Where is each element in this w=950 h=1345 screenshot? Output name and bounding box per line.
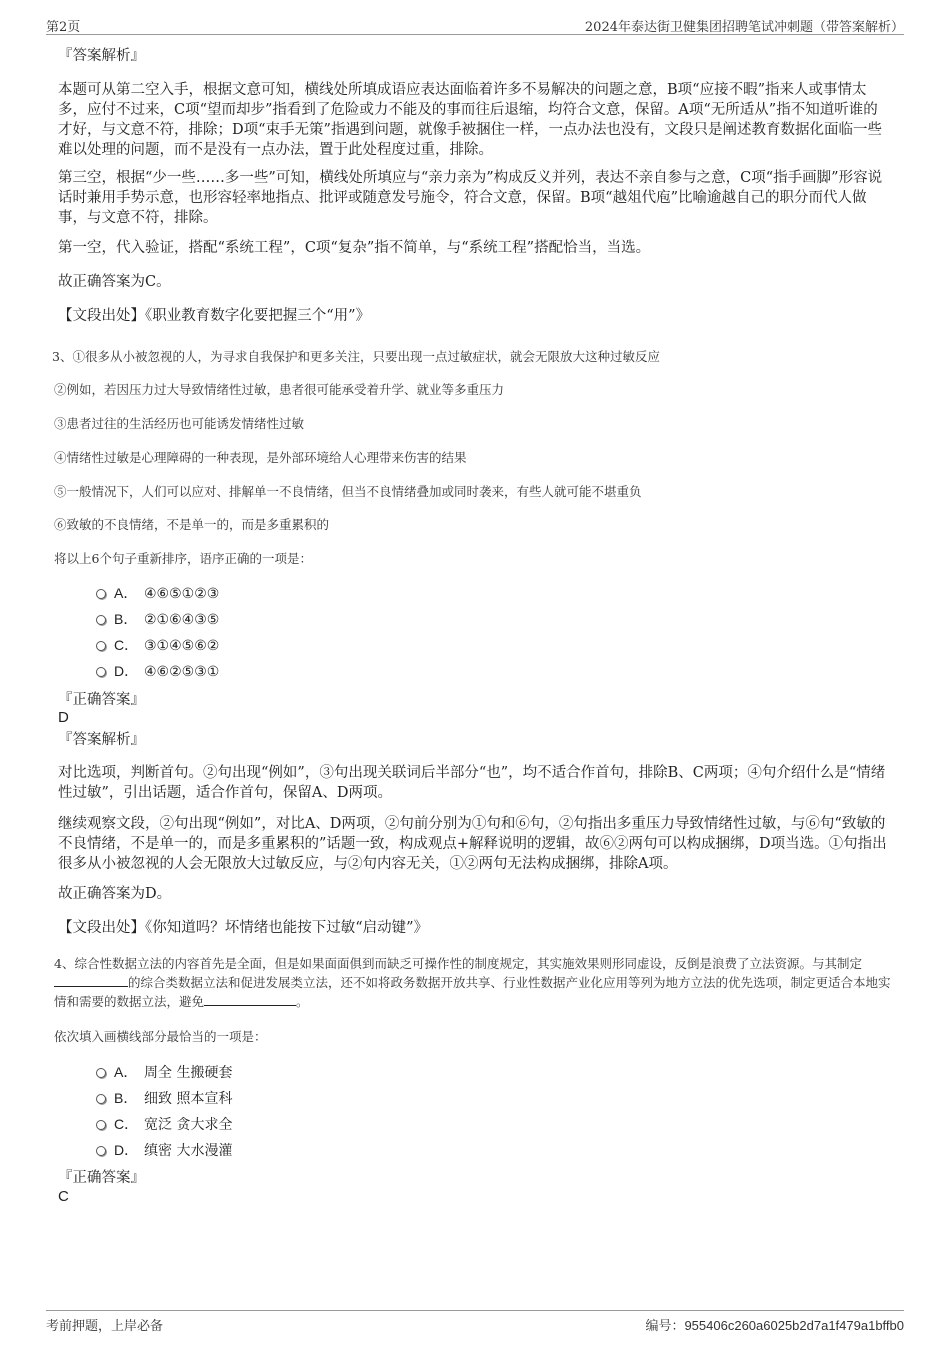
q3-sentence-1: 3、①很多从小被忽视的人，为寻求自我保护和更多关注，只要出现一点过敏症状，就会无限放大这种过敏反应: [52, 349, 660, 364]
q2-analysis-para-1: 本题可从第二空入手，根据文意可知，横线处所填成语应表达面临着许多不易解决的问题之意，B项“应接不暇”指来人或事情太多，应付不过来，C项“望而却步”指看到了危险或力不能及的事而往后退缩，均符合文意，保留。A项“无所适从”指不知道听谁的才好，与文意不符，排除；D项“束手无策”指遇到问题，就像手被捆住一样，一点办法也没有，文段只是阐述教育数据化面临一些难以处理的问题，而不是没有一点办法，置于此处程度过重，排除。: [58, 82, 882, 158]
q3-sentence-2: ②例如，若因压力过大导致情绪性过敏，患者很可能承受着升学、就业等多重压力: [54, 382, 505, 397]
q4-question: 4、综合性数据立法的内容首先是全面，但是如果面面俱到而缺乏可操作性的制度规定，其实施效果则形同虚设，反倒是浪费了立法资源。与其制定的综合类数据立法和促进发展类立法，还不如将政务数据开放共享、行业性数据产业化应用等列为地方立法的优先选项，制定更适合本地实情和需要的数据立法，避免 。: [54, 956, 891, 1009]
q3-option-c[interactable]: C． ③①④⑤⑥②: [58, 632, 458, 658]
q4-option-d[interactable]: D． 缜密 大水漫灌: [58, 1137, 458, 1163]
q3-options: [58, 580, 458, 684]
q4-option-a[interactable]: A． 周全 生搬硬套: [58, 1059, 458, 1085]
radio-icon[interactable]: [96, 1068, 106, 1078]
radio-icon[interactable]: [96, 667, 106, 677]
q3-prompt: 将以上6个句子重新排序，语序正确的一项是：: [54, 551, 312, 566]
q4-correct-answer: C: [58, 1188, 69, 1205]
page-header: [46, 14, 904, 35]
q4-options: [58, 1059, 458, 1163]
q3-option-d[interactable]: D． ④⑥②⑤③①: [58, 658, 458, 684]
q4-blank-2: [204, 993, 296, 1006]
q2-analysis-label: 『答案解析』: [58, 48, 145, 64]
footer-slogan: 考前押题，上岸必备: [46, 1319, 164, 1334]
q3-sentence-3: ③患者过往的生活经历也可能诱发情绪性过敏: [54, 416, 305, 431]
q2-analysis-para-3: 第一空，代入验证，搭配“系统工程”，C项“复杂”指不简单，与“系统工程”搭配恰当，当选。: [58, 240, 651, 256]
q3-correct-answer: D: [58, 709, 69, 726]
radio-icon[interactable]: [96, 1146, 106, 1156]
q3-option-b[interactable]: B． ②①⑥④③⑤: [58, 606, 458, 632]
radio-icon[interactable]: [96, 641, 106, 651]
page-footer: [46, 1310, 904, 1334]
q3-sentence-6: ⑥致敏的不良情绪，不是单一的，而是多重累积的: [54, 517, 330, 532]
radio-icon[interactable]: [96, 615, 106, 625]
q2-analysis-para-2: 第三空，根据“少一些……多一些”可知，横线处所填应与“亲力亲为”构成反义并列，表达不亲自参与之意，C项“指手画脚”形容说话时兼用手势示意，也形容轻率地指点、批评或随意发号施令，符合文意，保留。B项“越俎代庖”比喻逾越自己的职分而代人做事，与文意不符，排除。: [58, 170, 883, 226]
q2-source: 【文段出处】《职业教育数字化要把握三个“用”》: [58, 308, 371, 324]
q2-conclusion: 故正确答案为C。: [58, 274, 171, 290]
q3-sentence-5: ⑤一般情况下，人们可以应对、排解单一不良情绪，但当不良情绪叠加或同时袭来，有些人就可能不堪重负: [54, 484, 642, 499]
document-code: 编号：955406c260a6025b2d7a1f479a1bffb0: [645, 1318, 904, 1334]
q3-analysis-para-1: 对比选项，判断首句。②句出现“例如”，③句出现关联词后半部分“也”，均不适合作首句，排除B、C两项；④句介绍什么是“情绪性过敏”，引出话题，适合作首句，保留A、D两项。: [58, 765, 886, 801]
q3-option-a[interactable]: A． ④⑥⑤①②③: [58, 580, 458, 606]
q3-sentence-4: ④情绪性过敏是心理障碍的一种表现，是外部环境给人心理带来伤害的结果: [54, 450, 467, 465]
page-number: 第2页: [46, 20, 81, 35]
q3-analysis-para-2: 继续观察文段，②句出现“例如”，对比A、D两项，②句前分别为①句和⑥句，②句指出多重压力导致情绪性过敏，与⑥句“致敏的不良情绪，不是单一的，而是多重累积的”话题一致，构成观点+解释说明的逻辑，故⑥②两句可以构成捆绑，D项当选。①句指出很多从小被忽视的人会无限放大过敏反应，与②句内容无关，①②两句无法构成捆绑，排除A项。: [58, 816, 887, 872]
radio-icon[interactable]: [96, 1120, 106, 1130]
document-title: 2024年泰达街卫健集团招聘笔试冲刺题（带答案解析）: [584, 20, 904, 35]
q3-conclusion: 故正确答案为D。: [58, 886, 172, 902]
q4-blank-1: [54, 974, 128, 987]
q4-option-c[interactable]: C． 宽泛 贪大求全: [58, 1111, 458, 1137]
q3-analysis-label: 『答案解析』: [58, 732, 145, 748]
radio-icon[interactable]: [96, 589, 106, 599]
q3-correct-label: 『正确答案』: [58, 692, 145, 708]
radio-icon[interactable]: [96, 1094, 106, 1104]
q4-correct-label: 『正确答案』: [58, 1170, 145, 1186]
q4-prompt: 依次填入画横线部分最恰当的一项是：: [54, 1029, 267, 1044]
q3-source: 【文段出处】《你知道吗？坏情绪也能按下过敏“启动键”》: [58, 920, 429, 936]
q4-option-b[interactable]: B． 细致 照本宣科: [58, 1085, 458, 1111]
